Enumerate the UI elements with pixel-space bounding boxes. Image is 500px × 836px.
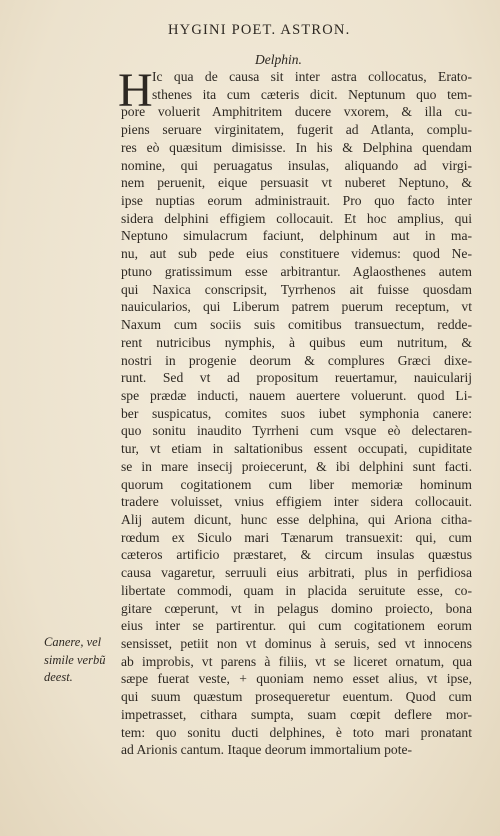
text-line: sensisset, petiit non vt dominus à seruis, sed vt innocens xyxy=(121,636,472,651)
text-line: qui Naxica conscripsit, Tyrrhenos ait fuisse quosdam xyxy=(121,281,472,297)
running-header: HYGINI POET. ASTRON. xyxy=(168,22,351,38)
text-line: sæpe fuerat veste, + quoniam nemo esset alius, vt ipse, xyxy=(121,671,472,687)
text-line: qui suum quæstum prosequeretur euentum. Quod cum xyxy=(121,689,472,705)
text-line: res eò quæsitum dimisisse. In his & Delphina quendam xyxy=(121,139,472,155)
text-line: se in mare insecij proiecerunt, & ibi delphini sunt facti. xyxy=(121,458,472,474)
text-line: ab improbis, vt parens à filiis, vt se liceret ornatum, qua xyxy=(121,653,472,669)
text-line: impetrasset, cithara sumpta, suam cœpit deflere mor- xyxy=(121,706,472,722)
text-line: nem peruenit, eique persuasit vt nuberet Neptuno, & xyxy=(121,175,472,191)
text-line: Ic qua de causa sit inter astra collocatus, Erato- xyxy=(152,69,472,84)
text-line: sthenes ita cum cæteris dicit. Neptunum quo tem- xyxy=(152,86,472,102)
text-line: ad Arionis cantum. Itaque deorum immortalium pote- xyxy=(121,742,413,758)
marginal-note-line: Canere, vel xyxy=(44,635,102,649)
text-line: Alij autem dicunt, hunc esse delphina, qui Ariona citha- xyxy=(121,511,472,527)
text-line: causa vagaretur, serruuli eius arbitrati, plus in perfidiosa xyxy=(121,565,472,581)
text-line: nauicularios, qui Liberum patrem puerum receptum, vt xyxy=(121,299,472,315)
text-line: nu, aut sub pede eius constituere videmus: quod Ne- xyxy=(121,246,472,262)
text-line: libertate commodi, quam in placida seruitute esse, co- xyxy=(121,582,472,598)
marginal-note-line: simile verbũ xyxy=(44,652,106,667)
text-line: eius inter se partirentur. qui cum cogitationem eorum xyxy=(121,618,472,634)
text-line: quo sonitu inaudito Tyrrheni cum vsque eò delectaren- xyxy=(121,423,472,439)
section-title: Delphin. xyxy=(255,52,302,67)
text-line: gitare cœperunt, vt in pelagus domino proiecto, bona xyxy=(121,600,472,616)
text-line: rent nutricibus nymphis, à quibus eum nutritum, & xyxy=(121,334,472,350)
text-line: spe prædæ inducti, nauem auertere voluerunt. quod Li- xyxy=(121,387,472,403)
text-line: nomine, qui peruagatus insulas, aliquando ad virgi- xyxy=(121,157,472,173)
text-line: ipse nuptias eorum administrauit. Pro quo facto inter xyxy=(121,193,472,209)
text-line: pore voluerit Amphitritem ducere vxorem, & illa cu- xyxy=(121,104,472,120)
text-line: runt. Sed vt ad propositum reuertamur, nauicularij xyxy=(121,370,472,386)
text-line: nostri in progenie deorum & complures Græci dixe- xyxy=(121,352,472,368)
text-line: cæteros artificio præstaret, & circum insulas quæstus xyxy=(121,547,472,563)
text-line: tradere voluisset, vnius effigiem inter sidera collocauit. xyxy=(121,494,472,510)
marginal-note xyxy=(44,634,124,687)
drop-capital: H xyxy=(118,64,153,117)
text-line: ber suspicatus, comites suos iubet symphonia canere: xyxy=(121,405,472,421)
text-line: Neptuno simulacrum faciunt, delphinum aut in ma- xyxy=(121,228,472,244)
text-line: piens seruare virginitatem, fugerit ad Atlanta, complu- xyxy=(121,122,472,138)
text-line: quorum cogitationem cum liber memoriæ hominum xyxy=(121,476,472,492)
text-line: ptuno gratissimum esse arbitrantur. Aglaosthenes autem xyxy=(121,263,472,279)
text-line: rœdum ex Siculo mari Tænarum transuexit: qui, cum xyxy=(121,529,472,545)
text-line: tem: quo sonitu ducti delphines, è toto mari pronatant xyxy=(121,724,472,740)
text-line: tur, vt etiam in saltationibus essent occupati, cupiditate xyxy=(121,441,472,457)
text-line: sidera delphini effigiem collocauit. Et hoc amplius, qui xyxy=(121,210,472,226)
main-text-block xyxy=(121,68,472,759)
text-line: Naxum cum sociis suis comitibus transuectum, redde- xyxy=(121,317,472,333)
marginal-note-line: deest. xyxy=(44,670,73,685)
